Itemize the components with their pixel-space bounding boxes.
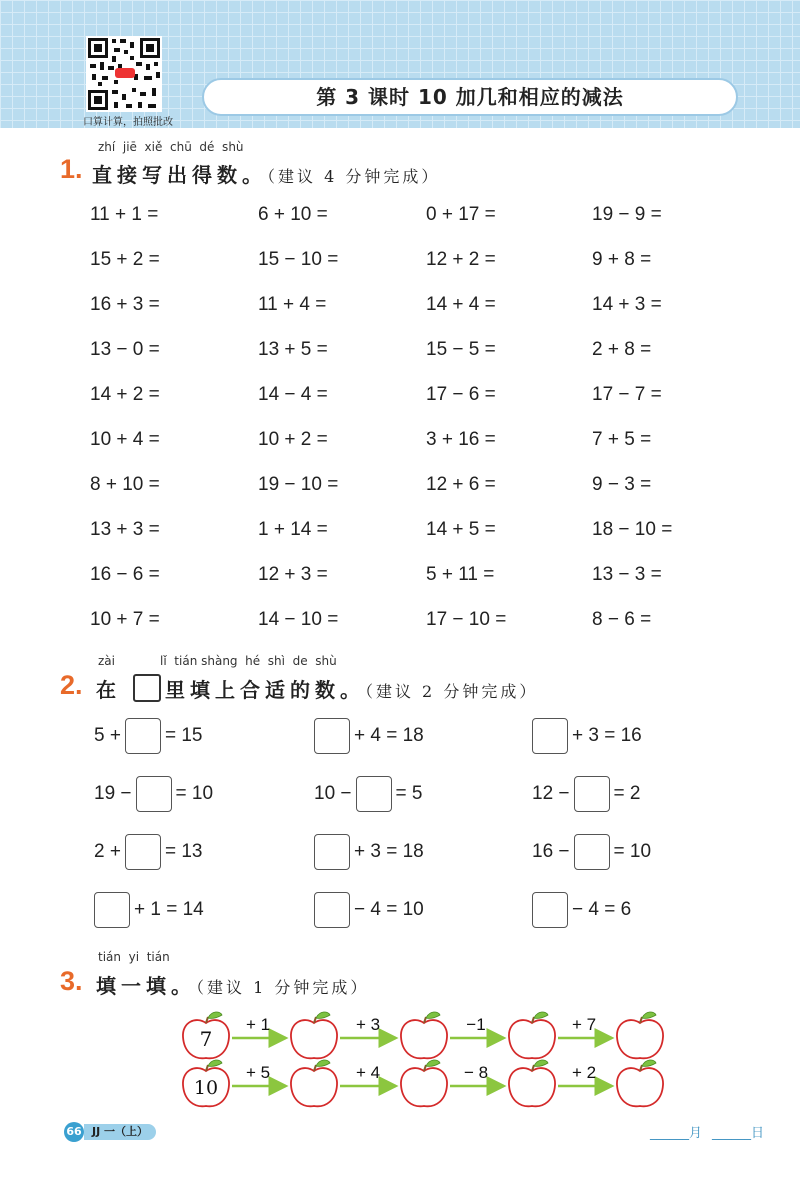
chain-start-number: 10 — [193, 1077, 219, 1099]
chain-op-label: + 4 — [355, 1063, 381, 1082]
q3-pinyin: tián yi tián — [98, 950, 170, 964]
arith-problem: 13 − 0 = — [90, 339, 160, 360]
q3-time-note: （建议 1 分钟完成） — [196, 978, 370, 997]
arith-problem: 10 + 2 = — [258, 429, 328, 450]
apple-icon[interactable] — [617, 1060, 663, 1106]
apple-icon[interactable] — [291, 1012, 337, 1058]
answer-box[interactable] — [532, 892, 568, 928]
arith-problem: 13 + 5 = — [258, 339, 328, 360]
q3-number: 3. — [60, 966, 83, 996]
answer-box[interactable] — [574, 834, 610, 870]
edition-tag: JJ 一（上） — [84, 1124, 156, 1140]
chain-start-number: 7 — [199, 1027, 213, 1051]
arith-problem: 15 + 2 = — [90, 249, 160, 270]
arith-problem: 1 + 14 = — [258, 519, 328, 540]
arith-problem: 12 + 2 = — [426, 249, 496, 270]
fill-box-problem: 5 + = 15 — [94, 718, 202, 754]
arith-problem: 7 + 5 = — [592, 429, 652, 450]
arith-problem: 12 + 3 = — [258, 564, 328, 585]
arith-problem: 14 − 10 = — [258, 609, 339, 630]
answer-box[interactable] — [574, 776, 610, 812]
answer-box[interactable] — [125, 834, 161, 870]
arith-problem: 15 − 5 = — [426, 339, 496, 360]
answer-box[interactable] — [532, 718, 568, 754]
apple-icon[interactable] — [509, 1012, 555, 1058]
arith-problem: 3 + 16 = — [426, 429, 496, 450]
fill-box-problem: + 3 = 16 — [532, 718, 642, 754]
fill-box-problem: 12 − = 2 — [532, 776, 640, 812]
chain-op-label: + 1 — [245, 1015, 271, 1034]
arith-problem: 11 + 4 = — [258, 294, 327, 315]
arith-problem: 17 − 10 = — [426, 609, 507, 630]
arith-problem: 15 − 10 = — [258, 249, 339, 270]
arith-problem: 8 + 10 = — [90, 474, 160, 495]
arith-problem: 6 + 10 = — [258, 204, 328, 225]
answer-box[interactable] — [136, 776, 172, 812]
arith-problem: 5 + 11 = — [426, 564, 495, 585]
fill-box-problem: 16 − = 10 — [532, 834, 651, 870]
arith-problem: 17 − 6 = — [426, 384, 496, 405]
apple-icon[interactable] — [401, 1012, 447, 1058]
chain-op-label: − 8 — [463, 1063, 489, 1082]
date-day: ______日 — [712, 1126, 765, 1141]
chain-op-label: + 5 — [245, 1063, 271, 1082]
q3-title: 填一填。（建议 1 分钟完成） — [96, 974, 370, 998]
arith-problem: 16 + 3 = — [90, 294, 160, 315]
arith-problem: 14 − 4 = — [258, 384, 328, 405]
arith-problem: 11 + 1 = — [90, 204, 159, 225]
answer-box[interactable] — [314, 834, 350, 870]
lesson-title: 第 3 课时 10 加几和相应的减法 — [202, 78, 738, 116]
arith-problem: 2 + 8 = — [592, 339, 652, 360]
arith-problem: 14 + 5 = — [426, 519, 496, 540]
q1-pinyin: zhí jiē xiě chū dé shù — [98, 140, 244, 154]
arith-problem: 9 − 3 = — [592, 474, 652, 495]
apple-icon[interactable] — [291, 1060, 337, 1106]
arith-problem: 16 − 6 = — [90, 564, 160, 585]
arith-problem: 13 + 3 = — [90, 519, 160, 540]
fill-box-problem: − 4 = 10 — [314, 892, 424, 928]
fill-box-problem: + 4 = 18 — [314, 718, 424, 754]
q2-time-note: （建议 2 分钟完成） — [364, 682, 539, 701]
apple-icon[interactable] — [509, 1060, 555, 1106]
chain-op-label: + 3 — [355, 1015, 381, 1034]
arith-problem: 12 + 6 = — [426, 474, 496, 495]
q2-title: 在 里填上合适的数。（建议 2 分钟完成） — [96, 674, 538, 703]
arith-problem: 8 − 6 = — [592, 609, 652, 630]
fill-box-problem: 2 + = 13 — [94, 834, 202, 870]
arith-problem: 19 − 10 = — [258, 474, 339, 495]
page-number: 66 — [64, 1122, 84, 1142]
q1-number: 1. — [60, 154, 83, 184]
apple-chain — [183, 1012, 663, 1058]
box-symbol-icon — [133, 674, 161, 702]
arith-problem: 17 − 7 = — [592, 384, 662, 405]
fill-box-problem: − 4 = 6 — [532, 892, 631, 928]
arith-problem: 10 + 7 = — [90, 609, 160, 630]
arith-problem: 13 − 3 = — [592, 564, 662, 585]
arith-problem: 14 + 4 = — [426, 294, 496, 315]
qr-caption: 口算计算，拍照批改 — [83, 117, 173, 128]
q1-time-note: （建议 4 分钟完成） — [267, 167, 441, 186]
arith-problem: 10 + 4 = — [90, 429, 160, 450]
arith-problem: 14 + 3 = — [592, 294, 662, 315]
answer-box[interactable] — [94, 892, 130, 928]
answer-box[interactable] — [314, 892, 350, 928]
q2-pinyin-a: zài — [98, 654, 115, 668]
arith-problem: 0 + 17 = — [426, 204, 496, 225]
date-month: ______月 — [650, 1126, 703, 1141]
fill-box-problem: 19 − = 10 — [94, 776, 213, 812]
qr-code-icon[interactable] — [86, 36, 162, 112]
arith-problem: 18 − 10 = — [592, 519, 673, 540]
apple-chain — [183, 1060, 663, 1106]
chain-op-label: −1 — [466, 1015, 486, 1034]
fill-box-problem: + 1 = 14 — [94, 892, 204, 928]
apple-icon[interactable] — [401, 1060, 447, 1106]
answer-box[interactable] — [125, 718, 161, 754]
arith-problem: 19 − 9 = — [592, 204, 662, 225]
answer-box[interactable] — [356, 776, 392, 812]
fill-box-problem: + 3 = 18 — [314, 834, 424, 870]
arith-problem: 14 + 2 = — [90, 384, 160, 405]
answer-box[interactable] — [314, 718, 350, 754]
chain-op-label: + 2 — [571, 1063, 597, 1082]
q1-title: 直接写出得数。（建议 4 分钟完成） — [92, 163, 441, 187]
q2-pinyin-b: lǐ tián shàng hé shì de shù — [160, 654, 337, 668]
arith-problem: 9 + 8 = — [592, 249, 652, 270]
fill-box-problem: 10 − = 5 — [314, 776, 422, 812]
apple-icon[interactable] — [617, 1012, 663, 1058]
chain-op-label: + 7 — [571, 1015, 597, 1034]
apple-chain-diagram — [176, 1006, 676, 1110]
q2-number: 2. — [60, 670, 83, 700]
